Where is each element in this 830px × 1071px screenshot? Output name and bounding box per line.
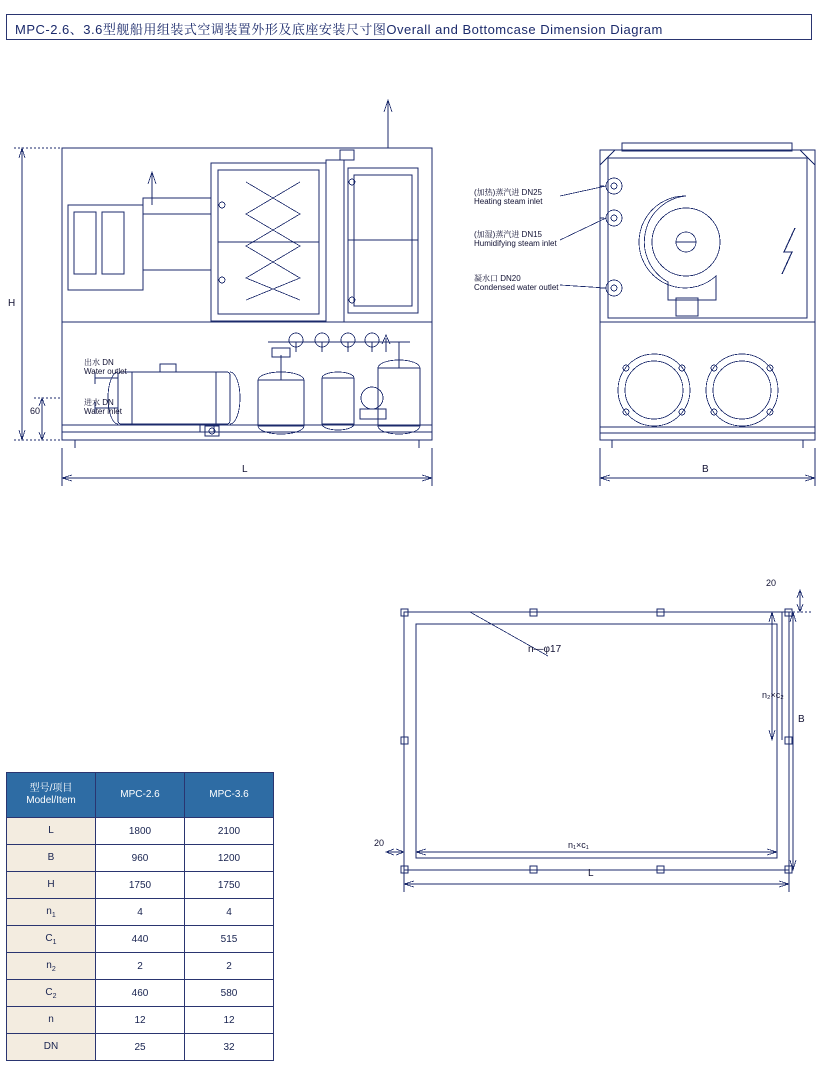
dim-length-L: L [242, 464, 248, 475]
table-row [7, 980, 274, 1007]
table-row [7, 1034, 274, 1061]
row-label: DN [7, 1034, 96, 1061]
table-row [7, 899, 274, 926]
callout-condensed-water-outlet [474, 274, 559, 292]
header-model-item-en: Model/Item [26, 795, 76, 806]
row-value-mpc26: 1800 [96, 818, 185, 845]
row-value-mpc36: 515 [185, 926, 274, 953]
dim-n1c1: n₁×c₁ [568, 840, 589, 850]
row-value-mpc26: 1750 [96, 872, 185, 899]
row-label: n [7, 1007, 96, 1034]
row-value-mpc26: 25 [96, 1034, 185, 1061]
table-row [7, 953, 274, 980]
header-mpc-36: MPC-3.6 [185, 773, 274, 818]
row-label: $C_2$ [7, 980, 96, 1007]
callout-water-inlet [84, 398, 122, 416]
row-label: B [7, 845, 96, 872]
header-model-item-cn: 型号/项目 [29, 782, 73, 794]
note-hole-count: n—φ17 [528, 644, 562, 655]
row-value-mpc36: 580 [185, 980, 274, 1007]
row-value-mpc36: 4 [185, 899, 274, 926]
row-value-mpc26: 2 [96, 953, 185, 980]
callout-humidifying-steam-inlet-cn: (加湿)蒸汽进 DN15 [474, 230, 543, 239]
table-row [7, 845, 274, 872]
callout-heating-steam-inlet-cn: (加热)蒸汽进 DN25 [474, 188, 543, 197]
page-title: MPC-2.6、3.6型舰船用组装式空调装置外形及底座安装尺寸图Overall and Bottomcase Dimension Diagram [15, 22, 663, 37]
row-label: H [7, 872, 96, 899]
row-value-mpc36: 2100 [185, 818, 274, 845]
row-value-mpc36: 12 [185, 1007, 274, 1034]
table-row [7, 818, 274, 845]
table-header-row [7, 773, 274, 818]
row-value-mpc36: 32 [185, 1034, 274, 1061]
header-model-item [7, 773, 96, 818]
dim-height-H: H [8, 298, 16, 309]
header-mpc-26: MPC-2.6 [96, 773, 185, 818]
row-value-mpc36: 1200 [185, 845, 274, 872]
callout-water-outlet [84, 358, 127, 376]
callout-condensed-water-outlet-cn: 凝水口 DN20 [474, 274, 521, 283]
row-label: L [7, 818, 96, 845]
row-value-mpc36: 1750 [185, 872, 274, 899]
row-label: $n_1$ [7, 899, 96, 926]
callout-water-outlet-en: Water outlet [84, 367, 127, 377]
row-value-mpc26: 440 [96, 926, 185, 953]
table-row [7, 872, 274, 899]
table-row [7, 926, 274, 953]
row-value-mpc26: 12 [96, 1007, 185, 1034]
callout-humidifying-steam-inlet-en: Humidifying steam inlet [474, 239, 557, 249]
callout-water-inlet-en: Water inlet [84, 407, 122, 417]
row-value-mpc36: 2 [185, 953, 274, 980]
callout-condensed-water-outlet-en: Condensed water outlet [474, 283, 559, 293]
dim-base-60: 60 [30, 406, 41, 416]
dim-plan-B: B [798, 714, 805, 725]
dim-plan-L: L [588, 868, 594, 879]
row-value-mpc26: 460 [96, 980, 185, 1007]
row-label: $C_1$ [7, 926, 96, 953]
row-value-mpc26: 4 [96, 899, 185, 926]
diagram-title-bar [6, 14, 812, 40]
callout-water-inlet-cn: 进水 DN [84, 398, 114, 407]
dim-edge-offset-bottom: 20 [374, 838, 385, 848]
callout-heating-steam-inlet [474, 188, 542, 206]
specification-table [6, 772, 274, 1061]
dim-edge-offset-top: 20 [766, 578, 777, 588]
dim-n2c2: n₂×c₂ [762, 690, 784, 700]
table-body [7, 818, 274, 1061]
callout-humidifying-steam-inlet [474, 230, 557, 248]
table-row [7, 1007, 274, 1034]
dim-width-B: B [702, 464, 709, 475]
callout-water-outlet-cn: 出水 DN [84, 358, 114, 367]
row-label: $n_2$ [7, 953, 96, 980]
callout-heating-steam-inlet-en: Heating steam inlet [474, 197, 543, 207]
row-value-mpc26: 960 [96, 845, 185, 872]
